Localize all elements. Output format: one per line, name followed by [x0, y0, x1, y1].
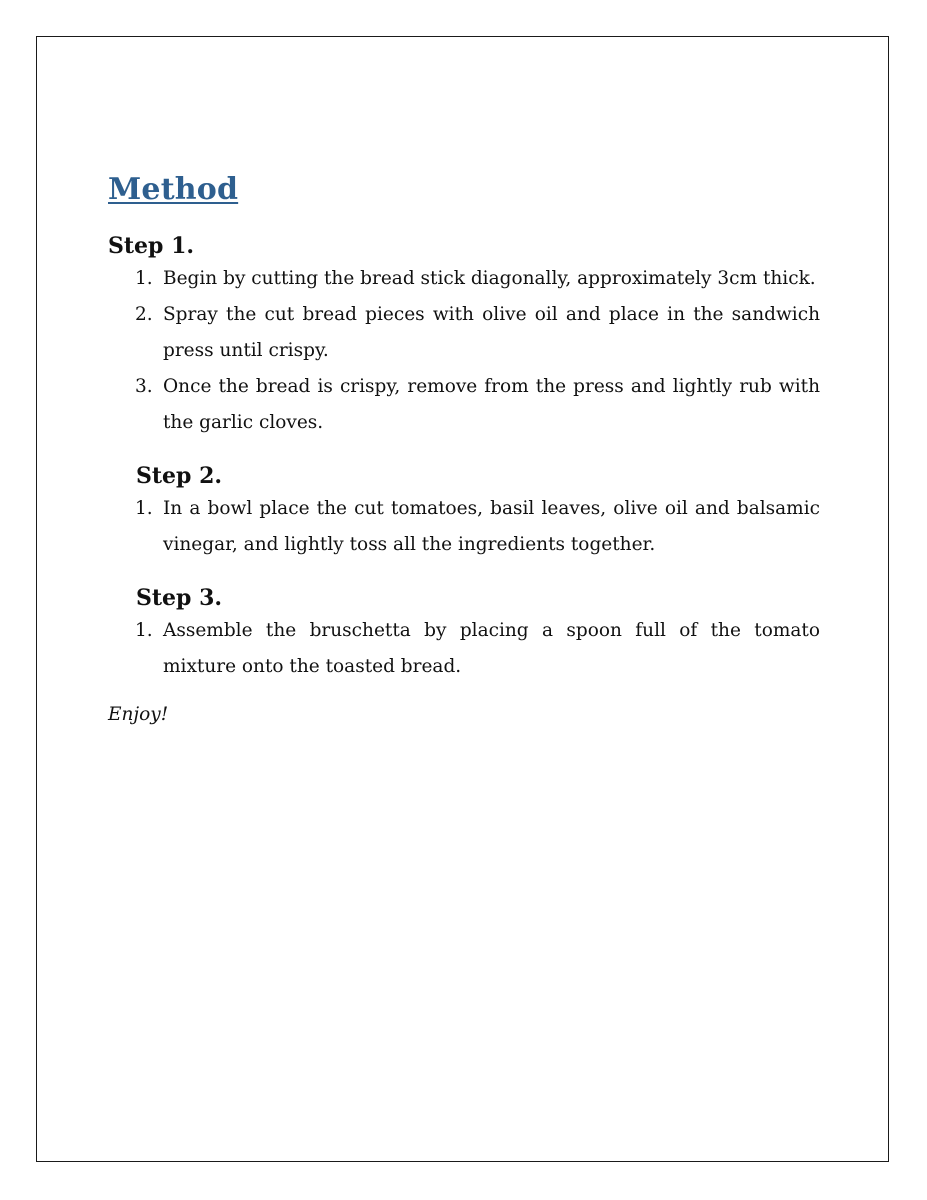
closing-text: Enjoy! [108, 704, 169, 725]
document-content [108, 168, 820, 733]
list-item-number: 1. [135, 620, 153, 641]
method-title: Method [108, 172, 239, 207]
list-item-text: Once the bread is crispy, remove from the press and lightly rub with the garlic cloves. [163, 376, 820, 433]
list-item [108, 369, 820, 441]
list-item [108, 491, 820, 563]
list-item-number: 3. [135, 376, 153, 397]
list-item-number: 1. [135, 498, 153, 519]
list-item [108, 261, 820, 297]
list-item-text: Spray the cut bread pieces with olive oil and place in the sandwich press until crispy. [163, 304, 820, 361]
step-3-heading: Step 3. [136, 585, 223, 611]
list-item-number: 1. [135, 268, 153, 289]
list-item-text: Begin by cutting the bread stick diagonally, approximately 3cm thick. [163, 268, 816, 289]
list-item-text: Assemble the bruschetta by placing a spoon full of the tomato mixture onto the toasted bread. [163, 620, 820, 677]
list-item-text: In a bowl place the cut tomatoes, basil leaves, olive oil and balsamic vinegar, and lightly toss all the ingredients together. [163, 498, 820, 555]
step-2-list [108, 491, 820, 563]
step-2-heading: Step 2. [136, 463, 223, 489]
list-item-number: 2. [135, 304, 153, 325]
list-item [108, 613, 820, 685]
step-1-list [108, 261, 820, 441]
step-1-heading: Step 1. [108, 233, 195, 259]
step-3-list [108, 613, 820, 685]
list-item [108, 297, 820, 369]
